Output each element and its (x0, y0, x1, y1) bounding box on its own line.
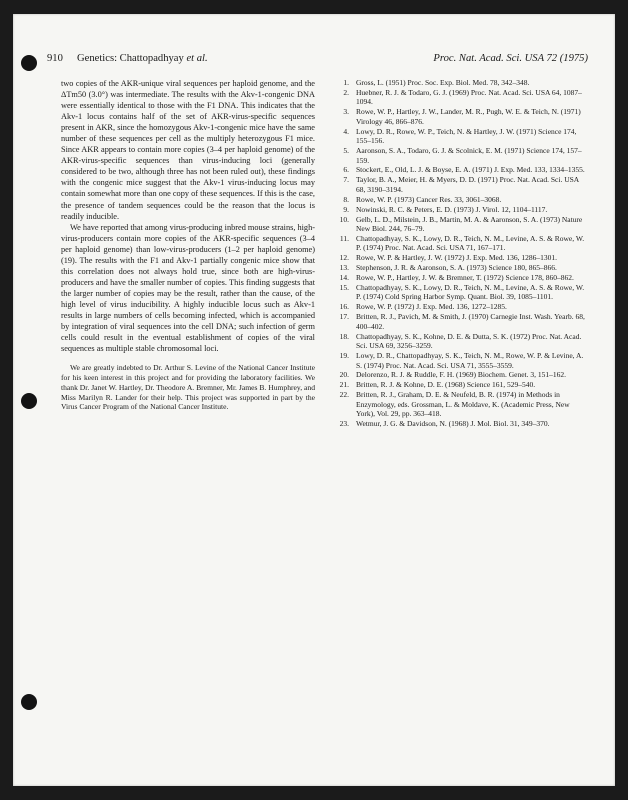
reference-item (331, 302, 589, 312)
reference-number: 14. (339, 273, 349, 283)
reference-text: Chattopadhyay, S. K., Lowy, D. R., Teich, N. M., Levine, A. S. & Rowe, W. P. (1974) Proc. Nat. Acad. Sci. USA 71, 167–171. (356, 233, 585, 253)
reference-item (331, 312, 589, 331)
acknowledgment: We are greatly indebted to Dr. Arthur S. Levine of the National Cancer Institute for his keen interest in this project and for providing the laboratory facilities. We thank Dr. Janet W. Hartley, Dr. Theodore A. Bremner, Mr. James B. Humphrey, and Miss Marilyn R. Lander for their help. This project was supported in part by the Virus Cancer Program of the National Cancer Institute. (61, 363, 315, 412)
reference-item (331, 215, 589, 234)
body-text-column (61, 78, 315, 412)
reference-item (331, 195, 589, 205)
page-number: 910 (47, 53, 63, 64)
reference-number: 9. (343, 204, 349, 214)
reference-number: 18. (339, 331, 349, 341)
reference-text: Lowy, D. R., Chattopadhyay, S. K., Teich, N. M., Rowe, W. P. & Levine, A. S. (1974) Proc. Nat. Acad. Sci. USA 71, 3555–3559. (356, 351, 584, 370)
reference-text: Chattopadhyay, S. K., Kohne, D. E. & Dutta, S. K. (1972) Proc. Nat. Acad. Sci. USA 69, 3256–3259. (356, 331, 582, 351)
reference-number: 5. (343, 146, 349, 156)
reference-item (331, 175, 589, 194)
punch-hole (21, 393, 37, 409)
reference-number: 23. (339, 419, 349, 429)
reference-text: Chattopadhyay, S. K., Lowy, D. R., Teich, N. M., Levine, A. S. & Rowe, W. P. (1974) Cold Spring Harbor Symp. Quant. Biol. 39, 1085–1101. (356, 282, 585, 302)
reference-text: Britten, R. J., Pavich, M. & Smith, J. (1970) Carnegie Inst. Wash. Yearb. 68, 400–402. (356, 312, 585, 331)
reference-item (331, 370, 589, 380)
reference-number: 8. (343, 194, 349, 204)
reference-text: Gross, L. (1951) Proc. Soc. Exp. Biol. Med. 78, 342–348. (356, 78, 530, 87)
reference-number: 4. (343, 126, 349, 136)
running-head (47, 53, 588, 67)
reference-text: Britten, R. J., Graham, D. E. & Neufeld, B. R. (1974) in Methods in Enzymology, eds. Grossman, L. & Moldave, K. (Academic Press, New York), Vol. 29, pp. 363–418. (356, 390, 570, 419)
reference-text: Stockert, E., Old, L. J. & Boyse, E. A. (1971) J. Exp. Med. 133, 1334–1355. (356, 165, 585, 175)
reference-number: 16. (339, 302, 349, 312)
paragraph: We have reported that among virus-producing inbred mouse strains, high-virus-producers contain more copies of the AKR-specific sequences (3–4 per haploid genome) than low-virus-producers (1–2 per haploid genome) (19). The results with the F1 and Akv-1 partially congenic mice show that this correlation does not always hold true, since both are high-virus-producers and have the smaller number of copies. This finding suggests that the larger number of copies may be the result, rather than the cause, of the high level of virus inducibility. A highly inducible locus such as Akv-1 results in large numbers of cells becoming infected, which is accompanied by integration of viral sequences into the cell DNA; such infection of germ cells could result in the eventual establishment of copies of the viral sequences as multiple stable chromosomal loci. (61, 222, 315, 354)
reference-item (331, 253, 589, 263)
punch-hole (21, 55, 37, 71)
reference-text: Lowy, D. R., Rowe, W. P., Teich, N. & Hartley, J. W. (1971) Science 174, 155–156. (356, 126, 577, 146)
reference-item (331, 390, 589, 419)
journal-reference: Proc. Nat. Acad. Sci. USA 72 (1975) (433, 53, 588, 64)
reference-text: Rowe, W. P., Hartley, J. W. & Bremner, T. (1972) Science 178, 860–862. (356, 273, 574, 283)
reference-item (331, 78, 589, 88)
reference-item (331, 234, 589, 253)
reference-item (331, 380, 589, 390)
reference-number: 6. (343, 165, 349, 175)
reference-number: 19. (339, 351, 349, 361)
reference-item (331, 332, 589, 351)
reference-text: Nowinski, R. C. & Peters, E. D. (1973) J. Virol. 12, 1104–1117. (356, 204, 548, 214)
reference-number: 13. (339, 263, 349, 273)
references-list (331, 78, 589, 429)
reference-text: Rowe, W. P., Hartley, J. W., Lander, M. R., Pugh, W. E. & Teich, N. (1971) Virology 46, 866–876. (356, 107, 581, 126)
reference-item (331, 283, 589, 302)
reference-number: 17. (339, 312, 349, 322)
reference-number: 12. (339, 253, 349, 263)
reference-item (331, 127, 589, 146)
running-title: Genetics: Chattopadhyay et al. (77, 53, 208, 64)
reference-number: 2. (343, 87, 349, 97)
punch-hole (21, 694, 37, 710)
reference-text: Rowe, W. P. (1972) J. Exp. Med. 136, 1272–1285. (356, 302, 507, 312)
reference-text: Delorenzo, R. J. & Ruddle, F. H. (1969) Biochem. Genet. 3, 151–162. (356, 370, 566, 380)
reference-text: Gelb, L. D., Milstein, J. B., Martin, M. A. & Aaronson, S. A. (1973) Nature New Biol. 244, 76–79. (356, 214, 583, 234)
reference-text: Britten, R. J. & Kohne, D. E. (1968) Science 161, 529–540. (356, 380, 536, 390)
reference-item (331, 205, 589, 215)
reference-item (331, 263, 589, 273)
reference-number: 20. (339, 370, 349, 380)
reference-item (331, 419, 589, 429)
reference-item (331, 88, 589, 107)
reference-number: 7. (343, 175, 349, 185)
reference-text: Wetmur, J. G. & Davidson, N. (1968) J. Mol. Biol. 31, 349–370. (356, 419, 550, 429)
reference-text: Huebner, R. J. & Todaro, G. J. (1969) Proc. Nat. Acad. Sci. USA 64, 1087–1094. (356, 87, 582, 107)
reference-text: Stephenson, J. R. & Aaronson, S. A. (1973) Science 180, 865–866. (356, 263, 557, 273)
reference-number: 10. (339, 214, 349, 224)
reference-text: Aaronson, S. A., Todaro, G. J. & Scolnick, E. M. (1971) Science 174, 157–159. (356, 146, 582, 165)
reference-item (331, 107, 589, 126)
reference-item (331, 273, 589, 283)
paragraph: two copies of the AKR-unique viral sequences per haploid genome, and the ΔTm50 (3.0°) was intermediate. The results with the Akv-1-congenic DNA were essentially identical to those with the F1 DNA. This indicates that the Akv-1 locus contains half of the set of AKR-virus-specific sequences present in AKR, since the homozygous Akv-1-congenic mice have the same number of these sequences per cell as the multiply heterozygous F1 mice. Since AKR appears to contain more copies (3–4 per haploid genome) of the AKR-virus-specific sequences than virus-inducing loci (generally considered to be two, although three has not been ruled out), these findings with the congenic mice suggest that the Akv-1 virus-inducing locus may contain somewhat more than one copy of these sequences. If this is the case, the presence of tandem sequences could be the reason that the locus is readily inducible. (61, 79, 315, 221)
reference-number: 15. (339, 282, 349, 292)
reference-text: Rowe, W. P. & Hartley, J. W. (1972) J. Exp. Med. 136, 1286–1301. (356, 253, 557, 263)
reference-item (331, 165, 589, 175)
reference-number: 1. (343, 78, 349, 87)
reference-number: 22. (339, 390, 349, 400)
reference-number: 21. (339, 380, 349, 390)
reference-item (331, 351, 589, 370)
reference-text: Taylor, B. A., Meier, H. & Myers, D. D. (1971) Proc. Nat. Acad. Sci. USA 68, 3190–3194. (356, 175, 579, 194)
reference-number: 3. (343, 107, 349, 117)
reference-item (331, 146, 589, 165)
reference-text: Rowe, W. P. (1973) Cancer Res. 33, 3061–3068. (356, 194, 502, 204)
reference-number: 11. (339, 233, 349, 243)
